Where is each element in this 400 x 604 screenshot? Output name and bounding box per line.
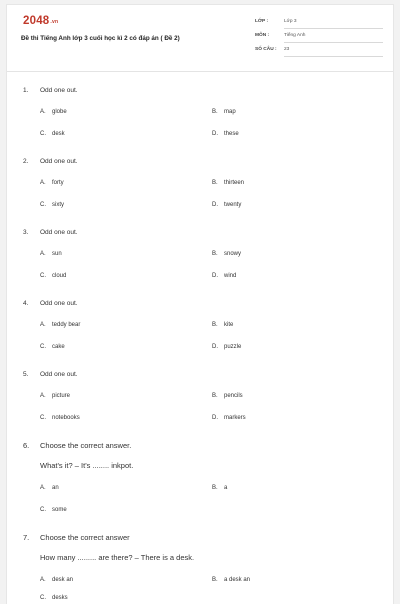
meta-count-key: SỐ CÂU : xyxy=(255,47,277,52)
option-text: desk xyxy=(52,131,65,137)
option-d[interactable] xyxy=(212,131,239,137)
option-letter: D. xyxy=(212,415,218,421)
option-text: globe xyxy=(52,109,67,115)
option-b[interactable] xyxy=(212,251,241,257)
meta-subject-row xyxy=(255,33,383,47)
option-letter: B. xyxy=(212,322,218,328)
option-a[interactable] xyxy=(40,180,64,186)
option-c[interactable] xyxy=(40,273,66,279)
meta-count-value: 23 xyxy=(284,47,383,57)
option-b[interactable] xyxy=(212,180,244,186)
site-logo[interactable] xyxy=(23,15,58,27)
option-c[interactable] xyxy=(40,595,68,601)
meta-count-row xyxy=(255,47,383,61)
option-text: desks xyxy=(52,595,68,601)
option-letter: A. xyxy=(40,109,46,115)
option-d[interactable] xyxy=(212,344,241,350)
option-letter: A. xyxy=(40,251,46,257)
meta-subject-value: Tiếng Anh xyxy=(284,33,383,43)
option-a[interactable] xyxy=(40,393,70,399)
option-letter: B. xyxy=(212,485,218,491)
option-letter: C. xyxy=(40,507,46,513)
question-number: 1. xyxy=(23,87,29,94)
question-number: 5. xyxy=(23,371,29,378)
option-b[interactable] xyxy=(212,322,233,328)
option-text: sun xyxy=(52,251,62,257)
option-text: teddy bear xyxy=(52,322,81,328)
question-number: 6. xyxy=(23,441,30,450)
option-letter: A. xyxy=(40,393,46,399)
option-text: kite xyxy=(224,322,234,328)
question-number: 2. xyxy=(23,158,29,165)
option-letter: D. xyxy=(212,273,218,279)
option-letter: B. xyxy=(212,109,218,115)
question-stem: Odd one out. xyxy=(40,229,78,236)
option-text: cake xyxy=(52,344,65,350)
question-text: How many ......... are there? – There is a desk. xyxy=(40,553,195,562)
option-letter: B. xyxy=(212,577,218,583)
option-text: thirteen xyxy=(224,180,245,186)
question-text: What's it? – It's ........ inkpot. xyxy=(40,461,134,470)
option-a[interactable] xyxy=(40,251,62,257)
option-c[interactable] xyxy=(40,131,65,137)
option-text: notebooks xyxy=(52,415,80,421)
question-stem: Choose the correct answer. xyxy=(40,441,132,450)
logo-text: 2048 xyxy=(23,15,50,27)
meta-class-row xyxy=(255,19,383,33)
option-c[interactable] xyxy=(40,202,64,208)
option-c[interactable] xyxy=(40,507,67,513)
question-number: 3. xyxy=(23,229,29,236)
option-a[interactable] xyxy=(40,577,73,583)
option-d[interactable] xyxy=(212,415,246,421)
option-text: twenty xyxy=(224,202,242,208)
question-stem: Odd one out. xyxy=(40,300,78,307)
option-letter: C. xyxy=(40,415,46,421)
option-letter: A. xyxy=(40,485,46,491)
option-d[interactable] xyxy=(212,273,236,279)
option-text: puzzle xyxy=(224,344,242,350)
meta-class-key: LỚP : xyxy=(255,19,269,24)
option-letter: A. xyxy=(40,322,46,328)
option-b[interactable] xyxy=(212,485,227,491)
question-stem: Choose the correct answer xyxy=(40,533,130,542)
option-letter: D. xyxy=(212,202,218,208)
option-letter: B. xyxy=(212,393,218,399)
option-text: wind xyxy=(224,273,237,279)
option-text: a desk an xyxy=(224,577,251,583)
option-b[interactable] xyxy=(212,109,236,115)
option-text: markers xyxy=(224,415,246,421)
option-text: snowy xyxy=(224,251,242,257)
exam-header xyxy=(7,5,393,72)
logo-suffix: .vn xyxy=(50,19,59,25)
option-text: a xyxy=(224,485,228,491)
option-text: picture xyxy=(52,393,71,399)
option-letter: C. xyxy=(40,344,46,350)
option-letter: B. xyxy=(212,180,218,186)
option-b[interactable] xyxy=(212,393,243,399)
option-text: sixty xyxy=(52,202,64,208)
exam-title: Đề thi Tiếng Anh lớp 3 cuối học kì 2 có đáp án ( Đề 2) xyxy=(21,35,180,42)
exam-sheet xyxy=(6,4,394,604)
option-text: pencils xyxy=(224,393,243,399)
option-text: an xyxy=(52,485,59,491)
option-c[interactable] xyxy=(40,415,80,421)
question-number: 7. xyxy=(23,533,30,542)
question-stem: Odd one out. xyxy=(40,158,78,165)
meta-class-value: Lớp 3 xyxy=(284,19,383,29)
option-letter: C. xyxy=(40,273,46,279)
option-letter: A. xyxy=(40,180,46,186)
option-letter: A. xyxy=(40,577,46,583)
option-text: desk an xyxy=(52,577,74,583)
option-letter: C. xyxy=(40,131,46,137)
option-text: forty xyxy=(52,180,64,186)
option-a[interactable] xyxy=(40,322,80,328)
option-a[interactable] xyxy=(40,109,67,115)
option-text: these xyxy=(224,131,239,137)
option-c[interactable] xyxy=(40,344,65,350)
option-b[interactable] xyxy=(212,577,250,583)
exam-meta xyxy=(255,19,383,61)
question-stem: Odd one out. xyxy=(40,371,78,378)
option-letter: C. xyxy=(40,595,46,601)
option-letter: B. xyxy=(212,251,218,257)
meta-subject-key: MÔN : xyxy=(255,33,270,38)
option-text: map xyxy=(224,109,236,115)
option-a[interactable] xyxy=(40,485,59,491)
option-letter: C. xyxy=(40,202,46,208)
option-text: some xyxy=(52,507,67,513)
option-d[interactable] xyxy=(212,202,241,208)
option-text: cloud xyxy=(52,273,67,279)
option-letter: D. xyxy=(212,344,218,350)
question-number: 4. xyxy=(23,300,29,307)
option-letter: D. xyxy=(212,131,218,137)
question-stem: Odd one out. xyxy=(40,87,78,94)
